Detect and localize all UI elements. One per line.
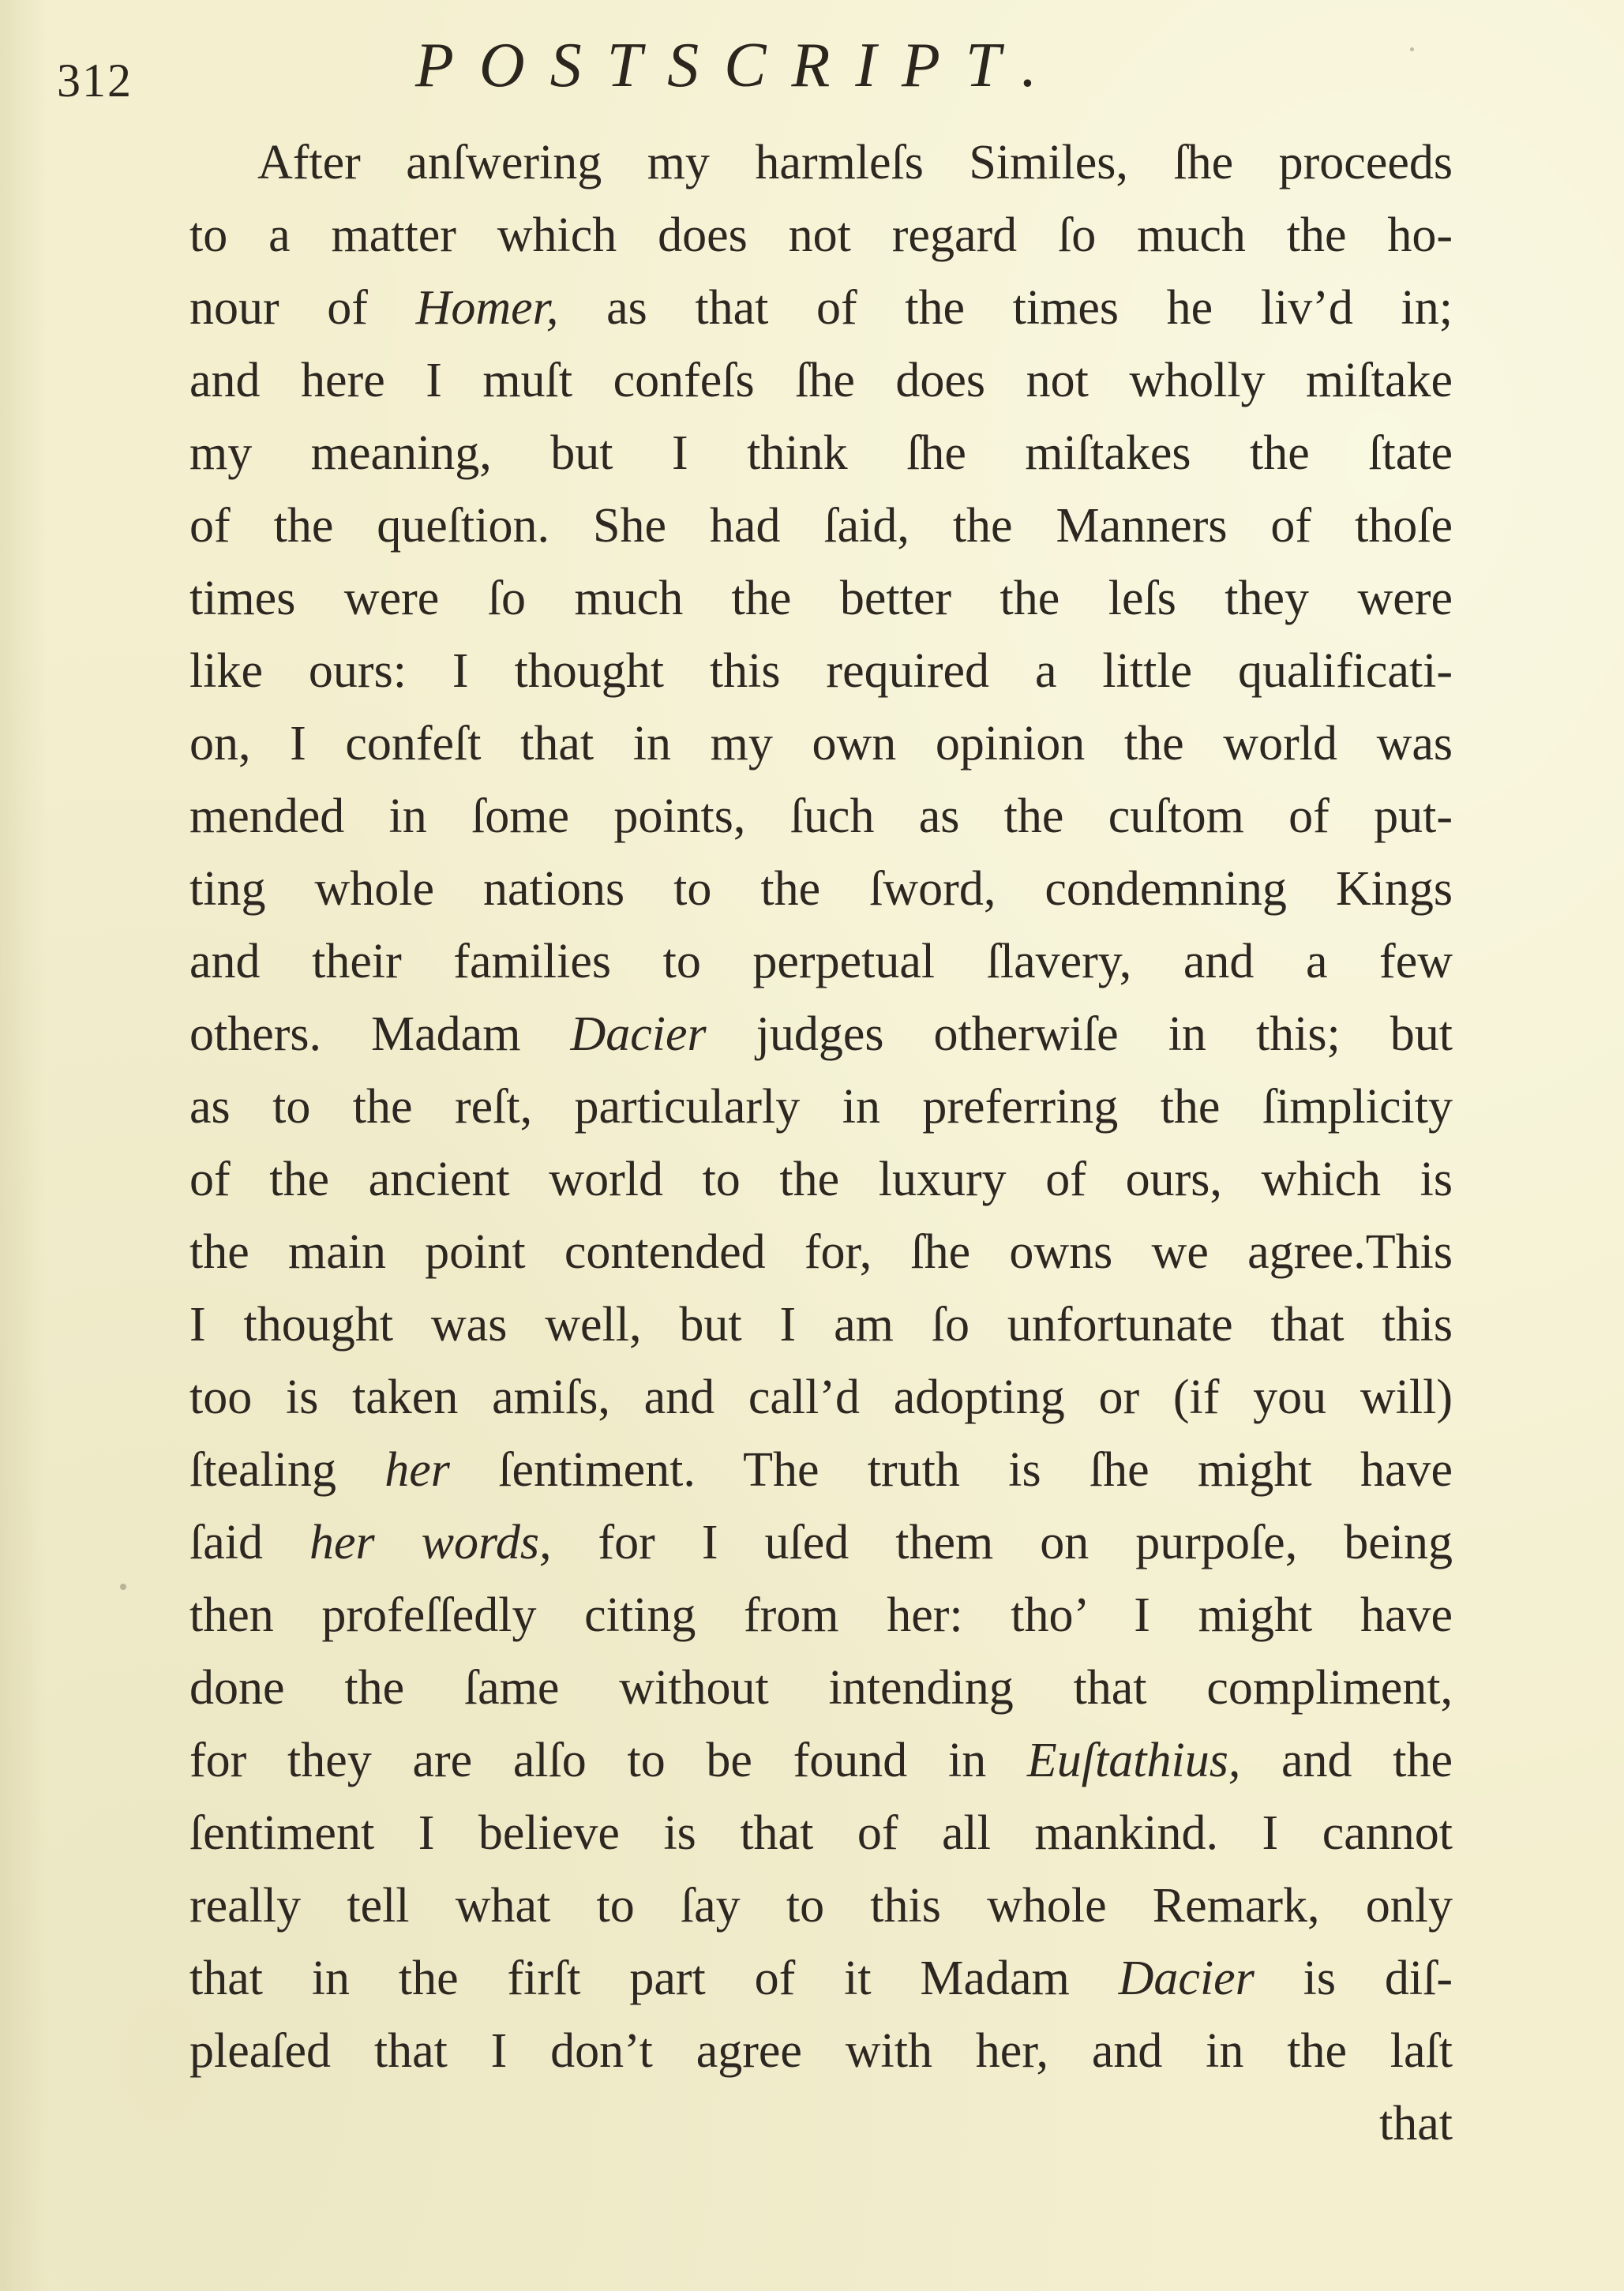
- italic-word: Dacier: [570, 1007, 707, 1061]
- page-number: 312: [57, 54, 133, 107]
- text-line: ſentiment I believe is that of all mankind. I cannot: [189, 1806, 1453, 1860]
- italic-word: Dacier: [1118, 1952, 1255, 2005]
- text-line: mended in ſome points, ſuch as the cuſtom of put-: [189, 789, 1453, 843]
- body-text: [189, 126, 1453, 2160]
- running-head: POSTSCRIPT.: [415, 31, 1063, 100]
- text-line: ſaid her words, for I uſed them on purpoſe, being: [189, 1516, 1453, 1569]
- text-line: my meaning, but I think ſhe miſtakes the ſtate: [189, 426, 1453, 480]
- text-line: done the ſame without intending that compliment,: [189, 1661, 1453, 1715]
- text-line: I thought was well, but I am ſo unfortunate that this: [189, 1298, 1453, 1352]
- text-line: ting whole nations to the ſword, condemning Kings: [189, 862, 1453, 916]
- text-line: of the ancient world to the luxury of ours, which is: [189, 1153, 1453, 1206]
- text-line: After anſwering my harmleſs Similes, ſhe proceeds: [257, 136, 1453, 189]
- italic-word: Euſtathius,: [1026, 1734, 1241, 1787]
- text-line: then profeſſedly citing from her: tho’ I might have: [189, 1588, 1453, 1642]
- italic-word: Homer,: [415, 281, 559, 335]
- text-line: pleaſed that I don’t agree with her, and in the laſt: [189, 2024, 1453, 2078]
- text-line: and their families to perpetual ſlavery, and a few: [189, 935, 1453, 988]
- text-line: nour of Homer, as that of the times he liv’d in;: [189, 281, 1453, 335]
- text-line: on, I confeſt that in my own opinion the world was: [189, 717, 1453, 771]
- text-line: times were ſo much the better the leſs they were: [189, 572, 1453, 625]
- italic-word: her: [384, 1443, 450, 1497]
- text-line: for they are alſo to be found in Euſtathius, and the: [189, 1734, 1453, 1787]
- text-line: really tell what to ſay to this whole Remark, only: [189, 1879, 1453, 1933]
- text-line: ſtealing her ſentiment. The truth is ſhe might have: [189, 1443, 1453, 1497]
- text-line: others. Madam Dacier judges otherwiſe in this; but: [189, 1007, 1453, 1061]
- text-line: that in the firſt part of it Madam Dacier is diſ-: [189, 1952, 1453, 2005]
- text-line: as to the reſt, particularly in preferring the ſimplicity: [189, 1080, 1453, 1134]
- ink-speck: [120, 1584, 126, 1590]
- italic-word: her words,: [309, 1516, 552, 1569]
- text-line: too is taken amiſs, and call’d adopting or (if you will): [189, 1370, 1453, 1424]
- ink-speck: [1410, 47, 1414, 51]
- text-line: to a matter which does not regard ſo much the ho-: [189, 208, 1453, 262]
- text-line: of the queſtion. She had ſaid, the Manners of thoſe: [189, 499, 1453, 553]
- text-line: and here I muſt confeſs ſhe does not wholly miſtake: [189, 354, 1453, 407]
- text-line: the main point contended for, ſhe owns we agree.This: [189, 1225, 1453, 1279]
- catchword: that: [1379, 2097, 1453, 2150]
- text-line: like ours: I thought this required a little qualificati-: [189, 644, 1453, 698]
